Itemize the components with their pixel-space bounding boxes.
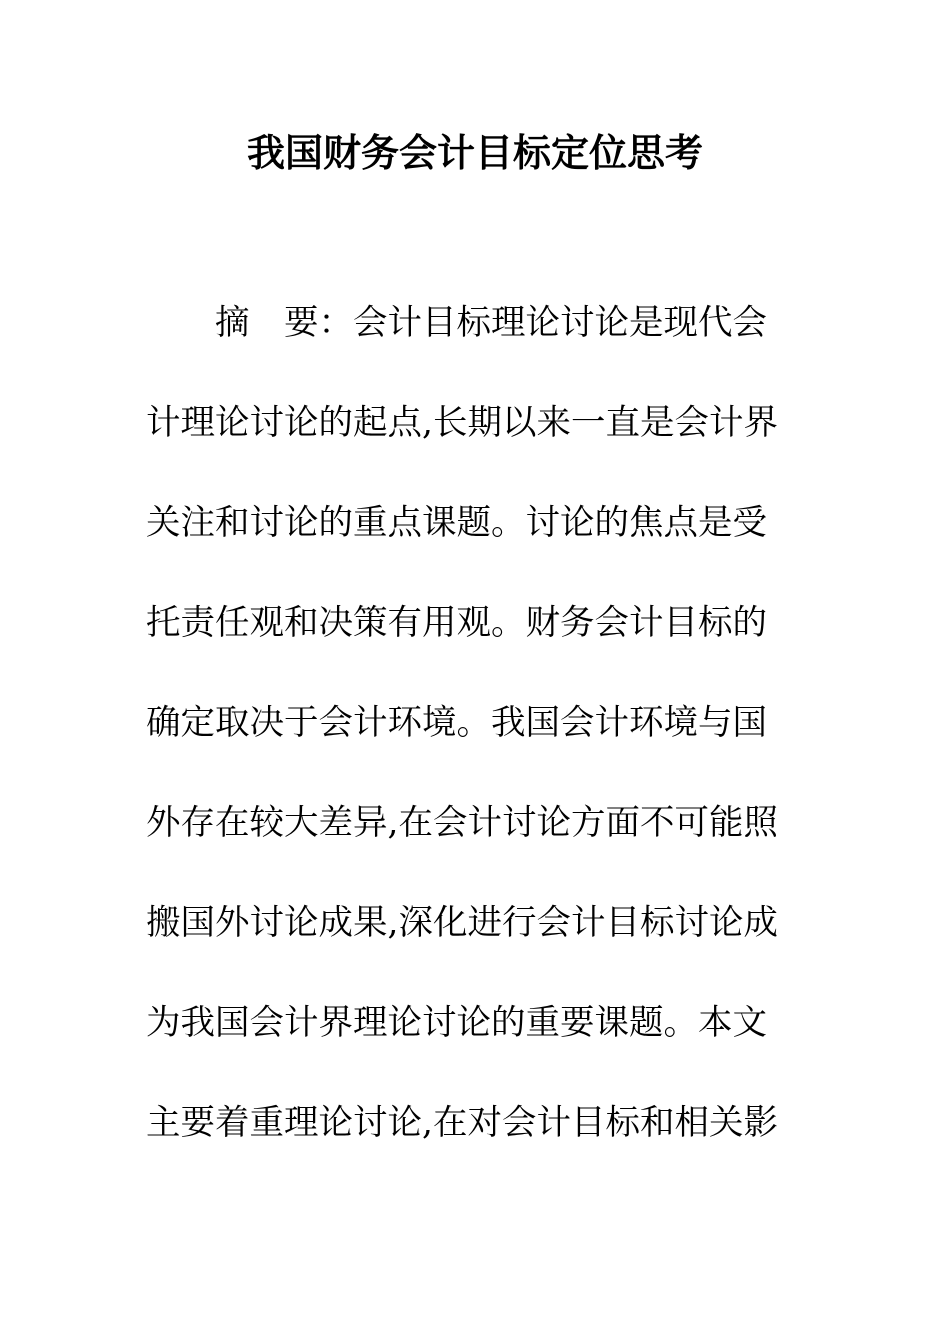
body-text-line: 关注和讨论的重点课题。讨论的焦点是受	[146, 503, 767, 543]
abstract-label: 摘 要：	[215, 303, 353, 343]
document-title: 我国财务会计目标定位思考	[246, 131, 703, 175]
body-text-line: 外存在较大差异,在会计讨论方面不可能照	[146, 803, 778, 843]
body-text-line: 会计目标理论讨论是现代会	[353, 303, 767, 343]
body-text-line: 主要着重理论讨论,在对会计目标和相关影	[146, 1103, 778, 1143]
body-text-line: 计理论讨论的起点,长期以来一直是会计界	[146, 403, 778, 443]
body-text-line: 托责任观和决策有用观。财务会计目标的	[146, 603, 767, 643]
body-text-line: 确定取决于会计环境。我国会计环境与国	[146, 703, 767, 743]
body-text-line: 为我国会计界理论讨论的重要课题。本文	[146, 1003, 767, 1043]
body-text-line: 搬国外讨论成果,深化进行会计目标讨论成	[146, 903, 778, 943]
abstract-first-line	[215, 298, 767, 348]
